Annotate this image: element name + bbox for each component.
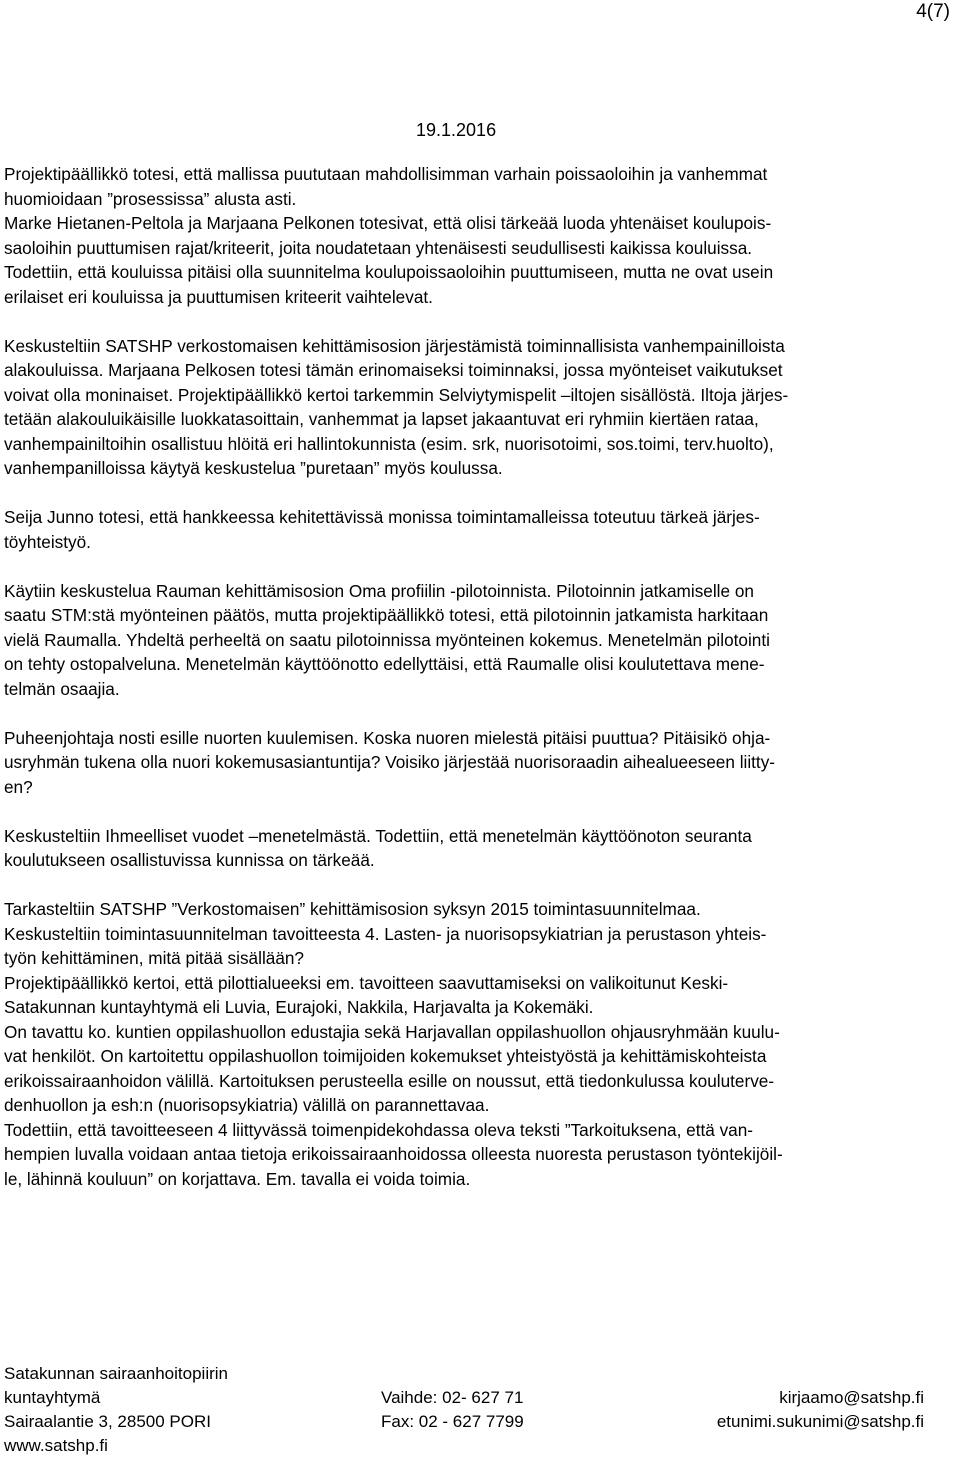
- text-line: telmän osaajia.: [4, 678, 120, 699]
- text-line: vanhempanilloissa käytyä keskustelua ”puretaan” myös koulussa.: [4, 458, 503, 478]
- text-line: Projektipäällikkö totesi, että mallissa puututaan mahdollisimman varhain poissaoloihin ja vanhemmat: [4, 164, 768, 184]
- document-body: [4, 162, 952, 1216]
- text-line: työn kehittäminen, mitä pitää sisällään?: [4, 948, 304, 968]
- text-line: Marke Hietanen-Peltola ja Marjaana Pelkonen totesivat, että olisi tärkeää luoda yhtenäiset koulupois-: [4, 213, 772, 233]
- footer-fax: Fax: 02 - 627 7799: [381, 1412, 524, 1431]
- text-line: Todettiin, että kouluissa pitäisi olla suunnitelma koulupoissaoloihin puuttumiseen, mutta ne ovat usein: [4, 262, 774, 282]
- text-line: vanhempainiltoihin osallistuu hlöitä eri hallintokunnista (esim. srk, nuorisotoimi, sos.toimi, terv.huolto),: [4, 433, 774, 454]
- text-line: alakouluissa. Marjaana Pelkosen totesi tämän erinomaiseksi toiminnaksi, jossa myönteiset vaikutukset: [4, 360, 783, 380]
- footer-email-personal-link[interactable]: etunimi.sukunimi@satshp.fi: [716, 1412, 924, 1431]
- footer-org-type: kuntayhtymä: [4, 1388, 101, 1407]
- text-line: denhuollon ja esh:n (nuorisopsykiatria) välillä on parannettavaa.: [4, 1095, 490, 1115]
- text-line: on tehty ostopalveluna. Menetelmän käyttöönotto edellyttäisi, että Raumalle olisi koulutettava mene-: [4, 654, 765, 674]
- paragraph: [4, 162, 952, 309]
- text-line: vielä Raumalla. Yhdeltä perheeltä on saatu pilotoinnissa myönteinen kokemus. Menetelmän pilotointi: [4, 629, 770, 650]
- paragraph: [4, 824, 952, 873]
- text-line: On tavattu ko. kuntien oppilashuollon edustajia sekä Harjavallan oppilashuollon ohjausryhmään kuulu-: [4, 1021, 780, 1042]
- text-line: erilaiset eri kouluissa ja puuttumisen kriteerit vaihtelevat.: [4, 286, 433, 307]
- text-line: Puheenjohtaja nosti esille nuorten kuulemisen. Koska nuoren mielestä pitäisi puuttua? Pitäisikö ohja-: [4, 727, 771, 748]
- paragraph: [4, 726, 952, 800]
- text-line: Keskusteltiin toimintasuunnitelman tavoitteesta 4. Lasten- ja nuorisopsykiatrian ja perustason yhteis-: [4, 923, 767, 944]
- text-line: usryhmän tukena olla nuori kokemusasiantuntija? Voisiko järjestää nuorisoraadin aihealueeseen liitty-: [4, 752, 776, 772]
- footer-website-link[interactable]: www.satshp.fi: [4, 1436, 108, 1455]
- footer-phone: Vaihde: 02- 627 71: [381, 1388, 524, 1407]
- footer-org-name: Satakunnan sairaanhoitopiirin: [4, 1364, 228, 1383]
- document-date: 19.1.2016: [416, 120, 497, 140]
- text-line: vat henkilöt. On kartoitettu oppilashuollon toimijoiden kokemukset yhteistyöstä ja kehittämiskohteista: [4, 1046, 767, 1066]
- text-line: en?: [4, 776, 33, 797]
- paragraph: [4, 579, 952, 702]
- page-number: 4(7): [916, 1, 950, 22]
- text-line: Keskusteltiin SATSHP verkostomaisen kehittämisosion järjestämistä toiminnallisista vanhempainilloista: [4, 335, 785, 356]
- text-line: hempien luvalla voidaan antaa tietoja erikoissairaanhoidossa olleesta nuoresta perustason työntekijöil-: [4, 1144, 783, 1164]
- text-line: Todettiin, että tavoitteeseen 4 liittyvässä toimenpidekohdassa oleva teksti ”Tarkoituksena, että van-: [4, 1119, 754, 1140]
- text-line: voivat olla moninaiset. Projektipäällikkö kertoi tarkemmin Selviytymispelit –iltojen sisällöstä. Iltoja järjes-: [4, 384, 789, 405]
- text-line: Projektipäällikkö kertoi, että pilottialueeksi em. tavoitteen saavuttamiseksi on valikoitunut Keski-: [4, 972, 729, 993]
- paragraph: [4, 334, 952, 481]
- text-line: Satakunnan kuntayhtymä eli Luvia, Eurajoki, Nakkila, Harjavalta ja Kokemäki.: [4, 997, 594, 1017]
- text-line: töyhteistyö.: [4, 531, 91, 552]
- paragraph: [4, 505, 952, 554]
- footer-contact-numbers: [381, 1386, 524, 1434]
- text-line: saatu STM:stä myönteinen päätös, mutta projektipäällikkö totesi, että pilotoinnin jatkamista harkitaan: [4, 605, 769, 625]
- text-line: Käytiin keskustelua Rauman kehittämisosion Oma profiilin -pilotoinnista. Pilotoinnin jatkamiselle on: [4, 580, 754, 601]
- text-line: le, lähinnä kouluun” on korjattava. Em. tavalla ei voida toimia.: [4, 1168, 471, 1189]
- text-line: tetään alakouluikäisille luokkatasoittain, vanhemmat ja lapset jakaantuvat eri ryhmiin kiertäen rataa,: [4, 409, 759, 429]
- text-line: erikoissairaanhoidon välillä. Kartoituksen perusteella esille on noussut, että tiedonkulussa kouluterve-: [4, 1070, 775, 1091]
- footer-email-general-link[interactable]: kirjaamo@satshp.fi: [779, 1388, 924, 1407]
- text-line: Seija Junno totesi, että hankkeessa kehitettävissä monissa toimintamalleissa toteutuu tärkeä järjes-: [4, 507, 760, 527]
- paragraph: [4, 897, 952, 1191]
- text-line: Tarkasteltiin SATSHP ”Verkostomaisen” kehittämisosion syksyn 2015 toimintasuunnitelmaa.: [4, 899, 701, 919]
- footer-org-info: [4, 1362, 228, 1458]
- text-line: koulutukseen osallistuvissa kunnissa on tärkeää.: [4, 850, 375, 870]
- text-line: Keskusteltiin Ihmeelliset vuodet –menetelmästä. Todettiin, että menetelmän käyttöönoton seuranta: [4, 825, 752, 846]
- footer-address: Sairaalantie 3, 28500 PORI: [4, 1412, 211, 1431]
- footer-emails: [717, 1386, 924, 1434]
- text-line: saoloihin puuttumisen rajat/kriteerit, joita noudatetaan yhtenäisesti seudullisesti kaikissa kouluissa.: [4, 237, 753, 258]
- text-line: huomioidaan ”prosessissa” alusta asti.: [4, 188, 297, 209]
